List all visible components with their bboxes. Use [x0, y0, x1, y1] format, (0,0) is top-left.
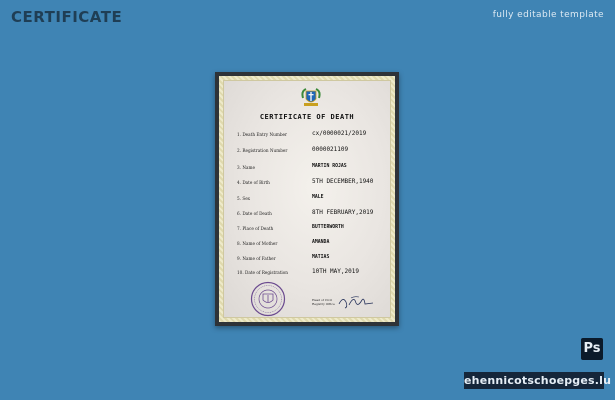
field-label: 6. Date of Death	[237, 211, 272, 216]
field-label: 2. Registration Number	[237, 148, 288, 153]
watermark-badge: ehennicotschoepges.lu	[464, 374, 612, 387]
field-label: 1. Death Entry Number	[237, 132, 287, 137]
field-row-place-of-death	[224, 224, 390, 236]
official-seal-icon	[250, 281, 286, 317]
field-row-date-of-death	[224, 209, 390, 221]
crest-emblem-icon	[300, 86, 322, 108]
certificate-document	[215, 72, 399, 326]
field-value: MARTIN ROJAS	[312, 164, 347, 169]
field-row-death-entry-number	[224, 130, 390, 142]
photoshop-logo-icon: Ps	[581, 338, 603, 360]
tagline: fully editable template	[492, 10, 604, 20]
field-row-name-of-father	[224, 254, 390, 266]
field-row-sex	[224, 194, 390, 206]
field-value: AMANDA	[312, 240, 330, 245]
field-value: 0000021109	[312, 146, 349, 153]
registrar-signature-icon	[337, 293, 375, 311]
field-row-registration-number	[224, 146, 390, 158]
field-value: MALE	[312, 195, 324, 200]
field-value: cx/0000021/2019	[312, 130, 367, 137]
field-label: 9. Name of Father	[237, 256, 276, 261]
page-title: CERTIFICATE	[11, 8, 123, 26]
field-value: 10TH MAY,2019	[312, 268, 359, 275]
field-label: 7. Place of Death	[237, 226, 274, 231]
field-label: 5. Sex	[237, 196, 251, 201]
field-label: 4. Date of Birth	[237, 180, 270, 185]
field-row-name-of-mother	[224, 239, 390, 251]
field-row-date-of-birth	[224, 178, 390, 190]
field-label: 10. Date of Registration	[237, 270, 288, 275]
certificate-title: CERTIFICATE OF DEATH	[259, 113, 355, 121]
field-value: BUTTERWORTH	[312, 225, 344, 230]
field-value: 5TH DECEMBER,1940	[312, 178, 374, 185]
field-value: MATIAS	[312, 255, 330, 260]
field-row-date-of-registration	[224, 268, 390, 280]
field-row-name	[224, 163, 390, 175]
field-label: 8. Name of Mother	[237, 241, 278, 246]
certificate-paper	[223, 80, 391, 318]
field-value: 8TH FEBRUARY,2019	[312, 209, 374, 216]
registrar-title: Head of Civil Registry Office	[312, 298, 335, 306]
field-label: 3. Name	[237, 165, 255, 170]
